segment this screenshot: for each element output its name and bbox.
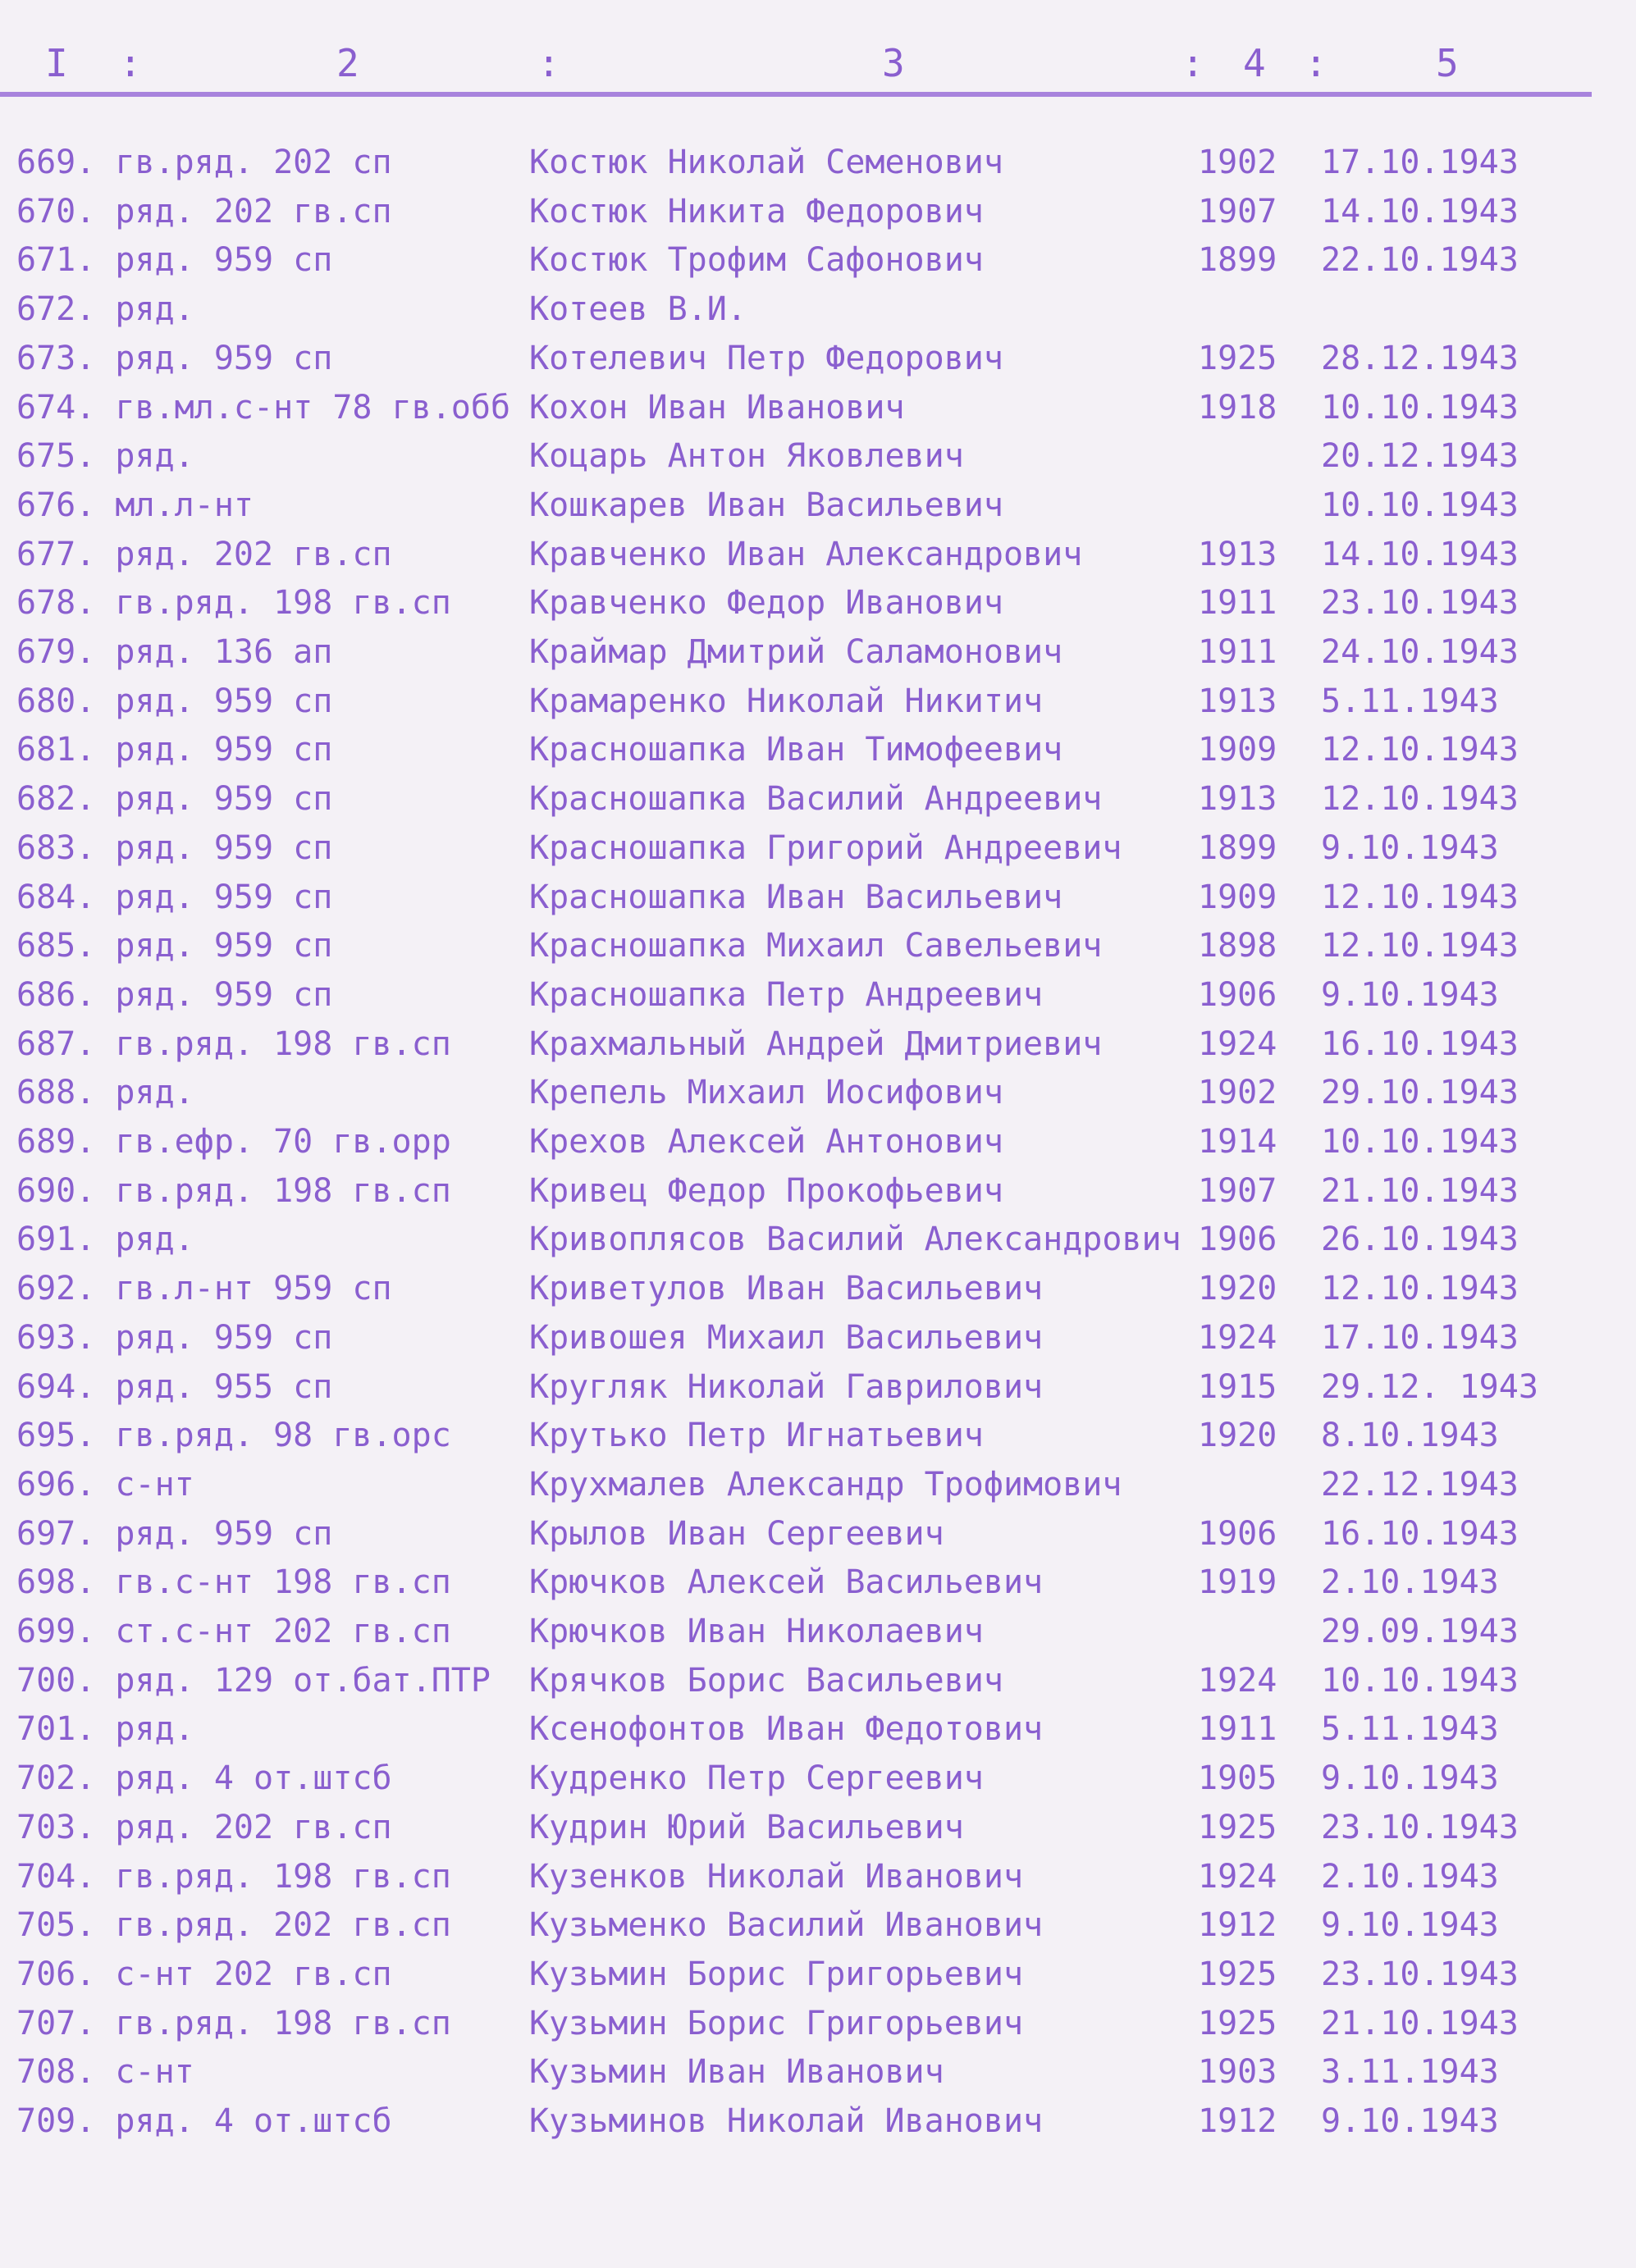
list-item [0, 437, 1636, 486]
entry-death-date: 12.10.1943 [1321, 780, 1519, 819]
column-header [0, 41, 1636, 98]
entry-death-date: 14.10.1943 [1321, 535, 1519, 573]
entry-rank-unit: 693. ряд. 959 сп [16, 1318, 333, 1357]
entry-birth-year: 1911 [1198, 584, 1277, 623]
entry-rank-unit: 685. ряд. 959 сп [16, 927, 333, 965]
entry-rank-unit: 683. ряд. 959 сп [16, 828, 333, 867]
list-item [0, 1025, 1636, 1075]
entry-name: Ксенофонтов Иван Федотович [529, 1710, 1044, 1749]
list-item [0, 1172, 1636, 1221]
entry-death-date: 22.10.1943 [1321, 241, 1519, 280]
list-item [0, 829, 1636, 878]
list-item [0, 878, 1636, 928]
entry-death-date: 24.10.1943 [1321, 633, 1519, 671]
header-col-2: 2 [336, 41, 359, 85]
entry-rank-unit: 675. ряд. [16, 437, 194, 476]
entry-birth-year: 1924 [1198, 1857, 1277, 1896]
entry-name: Крутько Петр Игнатьевич [529, 1417, 984, 1455]
list-item [0, 536, 1636, 585]
entry-name: Костюк Никита Федорович [529, 192, 984, 230]
entry-death-date: 29.10.1943 [1321, 1074, 1519, 1112]
entry-name: Кругляк Николай Гаврилович [529, 1367, 1044, 1406]
list-item [0, 1221, 1636, 1270]
entry-rank-unit: 673. ряд. 959 сп [16, 339, 333, 377]
entry-rank-unit: 680. ряд. 959 сп [16, 682, 333, 720]
entry-rank-unit: 682. ряд. 959 сп [16, 780, 333, 819]
entry-rank-unit: 689. гв.ефр. 70 гв.орр [16, 1123, 451, 1161]
entry-death-date: 23.10.1943 [1321, 1808, 1519, 1846]
entry-birth-year: 1899 [1198, 241, 1277, 280]
entry-death-date: 17.10.1943 [1321, 1318, 1519, 1357]
entry-name: Красношапка Иван Тимофеевич [529, 731, 1063, 769]
entry-rank-unit: 671. ряд. 959 сп [16, 241, 333, 280]
entry-birth-year: 1925 [1198, 2004, 1277, 2042]
entry-rank-unit: 687. гв.ряд. 198 гв.сп [16, 1024, 451, 1063]
entry-birth-year: 1902 [1198, 144, 1277, 181]
entry-death-date: 9.10.1943 [1321, 975, 1499, 1014]
entry-name: Кохон Иван Иванович [529, 388, 905, 427]
entry-birth-year: 1913 [1198, 535, 1277, 573]
entry-rank-unit: 695. гв.ряд. 98 гв.орс [16, 1417, 451, 1455]
header-sep-1: : [119, 41, 142, 85]
list-item [0, 1613, 1636, 1662]
entry-death-date: 29.09.1943 [1321, 1613, 1519, 1650]
entry-death-date: 21.10.1943 [1321, 1171, 1519, 1210]
entry-rank-unit: 688. ряд. [16, 1074, 194, 1112]
header-col-1: I [45, 41, 68, 85]
entry-rank-unit: 679. ряд. 136 ап [16, 633, 333, 671]
entry-rank-unit: 692. гв.л-нт 959 сп [16, 1270, 392, 1308]
entry-rank-unit: 699. ст.с-нт 202 гв.сп [16, 1613, 451, 1650]
entry-birth-year: 1909 [1198, 878, 1277, 916]
entry-birth-year: 1918 [1198, 388, 1277, 427]
entry-rank-unit: 702. ряд. 4 от.штсб [16, 1759, 392, 1798]
list-item [0, 1662, 1636, 1711]
entry-birth-year: 1907 [1198, 1171, 1277, 1210]
entry-birth-year: 1906 [1198, 1514, 1277, 1553]
list-item [0, 486, 1636, 536]
list-item [0, 2053, 1636, 2102]
list-item [0, 2005, 1636, 2054]
entry-name: Красношапка Иван Васильевич [529, 878, 1063, 916]
entry-death-date: 12.10.1943 [1321, 927, 1519, 965]
entry-rank-unit: 690. гв.ряд. 198 гв.сп [16, 1171, 451, 1210]
entry-birth-year: 1905 [1198, 1759, 1277, 1798]
entry-name: Крепель Михаил Иосифович [529, 1074, 1003, 1112]
entry-birth-year: 1902 [1198, 1074, 1277, 1112]
entry-rank-unit: 701. ряд. [16, 1710, 194, 1749]
entry-death-date: 10.10.1943 [1321, 388, 1519, 427]
entry-birth-year: 1907 [1198, 192, 1277, 230]
entry-name: Кошкарев Иван Васильевич [529, 486, 1003, 524]
entry-name: Красношапка Михаил Савельевич [529, 927, 1103, 965]
entry-rank-unit: 670. ряд. 202 гв.сп [16, 192, 392, 230]
entry-rank-unit: 703. ряд. 202 гв.сп [16, 1808, 392, 1846]
entry-rank-unit: 705. гв.ряд. 202 гв.сп [16, 1906, 451, 1945]
entry-name: Крючков Алексей Васильевич [529, 1563, 1044, 1602]
entry-name: Кривоплясов Василий Александрович [529, 1221, 1181, 1259]
entry-rank-unit: 697. ряд. 959 сп [16, 1514, 333, 1553]
entry-name: Кузьмин Иван Иванович [529, 2053, 944, 2092]
entry-death-date: 21.10.1943 [1321, 2004, 1519, 2042]
entry-rank-unit: 707. гв.ряд. 198 гв.сп [16, 2004, 451, 2042]
entry-rank-unit: 684. ряд. 959 сп [16, 878, 333, 916]
entry-rank-unit: 704. гв.ряд. 198 гв.сп [16, 1857, 451, 1896]
entry-name: Кривец Федор Прокофьевич [529, 1171, 1003, 1210]
list-item [0, 1710, 1636, 1759]
entry-rank-unit: 706. с-нт 202 гв.сп [16, 1955, 392, 1993]
list-item [0, 1270, 1636, 1319]
list-item [0, 1319, 1636, 1368]
entry-name: Красношапка Петр Андреевич [529, 975, 1044, 1014]
list-item [0, 290, 1636, 340]
entry-name: Крухмалев Александр Трофимович [529, 1465, 1122, 1504]
list-item [0, 1906, 1636, 1955]
entry-birth-year: 1919 [1198, 1563, 1277, 1602]
entry-rank-unit: 708. с-нт [16, 2053, 194, 2092]
list-item [0, 927, 1636, 976]
entry-death-date: 26.10.1943 [1321, 1221, 1519, 1259]
entry-death-date: 14.10.1943 [1321, 192, 1519, 230]
entry-rank-unit: 694. ряд. 955 сп [16, 1367, 333, 1406]
entry-death-date: 9.10.1943 [1321, 828, 1499, 867]
entry-rank-unit: 676. мл.л-нт [16, 486, 254, 524]
entry-name: Красношапка Василий Андреевич [529, 780, 1103, 819]
entry-name: Красношапка Григорий Андреевич [529, 828, 1122, 867]
entry-name: Кривошея Михаил Васильевич [529, 1318, 1044, 1357]
entry-death-date: 10.10.1943 [1321, 1123, 1519, 1161]
list-item [0, 584, 1636, 633]
entry-birth-year: 1924 [1198, 1024, 1277, 1063]
entry-birth-year: 1912 [1198, 1906, 1277, 1945]
entry-death-date: 3.11.1943 [1321, 2053, 1499, 2092]
entry-name: Кравченко Иван Александрович [529, 535, 1083, 573]
list-item [0, 2102, 1636, 2152]
entry-name: Криветулов Иван Васильевич [529, 1270, 1044, 1308]
entry-birth-year: 1906 [1198, 1221, 1277, 1259]
entry-birth-year: 1914 [1198, 1123, 1277, 1161]
entry-birth-year: 1924 [1198, 1318, 1277, 1357]
entry-name: Котелевич Петр Федорович [529, 339, 1003, 377]
entry-birth-year: 1920 [1198, 1417, 1277, 1455]
entry-death-date: 17.10.1943 [1321, 144, 1519, 181]
entry-death-date: 12.10.1943 [1321, 1270, 1519, 1308]
entry-rank-unit: 672. ряд. [16, 290, 194, 329]
list-item [0, 682, 1636, 732]
entry-name: Крючков Иван Николаевич [529, 1613, 984, 1650]
list-item [0, 340, 1636, 389]
list-item [0, 976, 1636, 1025]
entry-death-date: 12.10.1943 [1321, 731, 1519, 769]
entry-rank-unit: 674. гв.мл.с-нт 78 гв.обб [16, 388, 511, 427]
list-item [0, 1955, 1636, 2005]
entry-name: Котеев В.И. [529, 290, 747, 329]
entry-rank-unit: 681. ряд. 959 сп [16, 731, 333, 769]
entry-rank-unit: 709. ряд. 4 от.штсб [16, 2102, 392, 2140]
entry-birth-year: 1911 [1198, 1710, 1277, 1749]
entry-birth-year: 1925 [1198, 1955, 1277, 1993]
header-sep-3: : [1181, 41, 1204, 85]
entry-death-date: 16.10.1943 [1321, 1024, 1519, 1063]
entry-death-date: 23.10.1943 [1321, 584, 1519, 623]
list-item [0, 193, 1636, 242]
entry-name: Крахмальный Андрей Дмитриевич [529, 1024, 1103, 1063]
entry-rank-unit: 700. ряд. 129 от.бат.ПТР [16, 1661, 491, 1700]
entry-death-date: 5.11.1943 [1321, 1710, 1499, 1749]
list-item [0, 389, 1636, 438]
entry-birth-year: 1899 [1198, 828, 1277, 867]
entry-birth-year: 1915 [1198, 1367, 1277, 1406]
entry-name: Кузенков Николай Иванович [529, 1857, 1024, 1896]
entry-birth-year: 1920 [1198, 1270, 1277, 1308]
entry-death-date: 12.10.1943 [1321, 878, 1519, 916]
list-item [0, 1417, 1636, 1466]
list-item [0, 731, 1636, 780]
entry-rank-unit: 677. ряд. 202 гв.сп [16, 535, 392, 573]
header-col-5: 5 [1436, 41, 1459, 85]
entry-birth-year: 1906 [1198, 975, 1277, 1014]
entry-rank-unit: 669. гв.ряд. 202 сп [16, 144, 392, 181]
entry-birth-year: 1925 [1198, 339, 1277, 377]
list-item [0, 1123, 1636, 1172]
list-item [0, 1759, 1636, 1809]
list-item [0, 780, 1636, 829]
entry-death-date: 8.10.1943 [1321, 1417, 1499, 1455]
entry-death-date: 10.10.1943 [1321, 1661, 1519, 1700]
entry-name: Костюк Трофим Сафонович [529, 241, 984, 280]
entry-rank-unit: 678. гв.ряд. 198 гв.сп [16, 584, 451, 623]
header-col-3: 3 [882, 41, 905, 85]
entry-death-date: 5.11.1943 [1321, 682, 1499, 720]
entry-name: Коцарь Антон Яковлевич [529, 437, 964, 476]
entry-birth-year: 1924 [1198, 1661, 1277, 1700]
entry-birth-year: 1911 [1198, 633, 1277, 671]
entry-birth-year: 1913 [1198, 682, 1277, 720]
entry-death-date: 29.12. 1943 [1321, 1367, 1538, 1406]
entry-death-date: 23.10.1943 [1321, 1955, 1519, 1993]
header-divider [0, 92, 1592, 97]
header-sep-2: : [537, 41, 560, 85]
entry-death-date: 2.10.1943 [1321, 1563, 1499, 1602]
entry-death-date: 28.12.1943 [1321, 339, 1519, 377]
header-col-4: 4 [1243, 41, 1266, 85]
list-item [0, 1466, 1636, 1515]
entry-name: Кузьмин Борис Григорьевич [529, 1955, 1024, 1993]
list-item [0, 1858, 1636, 1907]
entry-name: Костюк Николай Семенович [529, 144, 1003, 181]
entry-birth-year: 1912 [1198, 2102, 1277, 2140]
list-item [0, 1515, 1636, 1564]
entry-name: Крячков Борис Васильевич [529, 1661, 1003, 1700]
entry-death-date: 9.10.1943 [1321, 2102, 1499, 2140]
entry-rank-unit: 698. гв.с-нт 198 гв.сп [16, 1563, 451, 1602]
entry-name: Кудрин Юрий Васильевич [529, 1808, 964, 1846]
list-item [0, 633, 1636, 682]
entry-name: Крехов Алексей Антонович [529, 1123, 1003, 1161]
entry-death-date: 16.10.1943 [1321, 1514, 1519, 1553]
entry-death-date: 9.10.1943 [1321, 1759, 1499, 1798]
entry-death-date: 22.12.1943 [1321, 1465, 1519, 1504]
entry-death-date: 2.10.1943 [1321, 1857, 1499, 1896]
entry-name: Кузьмин Борис Григорьевич [529, 2004, 1024, 2042]
list-item [0, 241, 1636, 290]
entry-name: Кудренко Петр Сергеевич [529, 1759, 984, 1798]
entry-rank-unit: 696. с-нт [16, 1465, 194, 1504]
entry-death-date: 10.10.1943 [1321, 486, 1519, 524]
entry-name: Крылов Иван Сергеевич [529, 1514, 944, 1553]
list-item [0, 1563, 1636, 1613]
entry-death-date: 9.10.1943 [1321, 1906, 1499, 1945]
list-item [0, 144, 1636, 193]
entry-death-date: 20.12.1943 [1321, 437, 1519, 476]
entry-name: Крамаренко Николай Никитич [529, 682, 1044, 720]
entry-birth-year: 1903 [1198, 2053, 1277, 2092]
list-item [0, 1809, 1636, 1858]
entry-rank-unit: 691. ряд. [16, 1221, 194, 1259]
entry-birth-year: 1925 [1198, 1808, 1277, 1846]
entry-name: Краймар Дмитрий Саламонович [529, 633, 1063, 671]
entry-birth-year: 1898 [1198, 927, 1277, 965]
entry-birth-year: 1913 [1198, 780, 1277, 819]
list-item [0, 1368, 1636, 1417]
list-item [0, 1074, 1636, 1123]
entry-name: Кузьменко Василий Иванович [529, 1906, 1044, 1945]
entry-name: Кравченко Федор Иванович [529, 584, 1003, 623]
entry-rank-unit: 686. ряд. 959 сп [16, 975, 333, 1014]
entry-name: Кузьминов Николай Иванович [529, 2102, 1044, 2140]
entry-birth-year: 1909 [1198, 731, 1277, 769]
header-sep-4: : [1305, 41, 1328, 85]
